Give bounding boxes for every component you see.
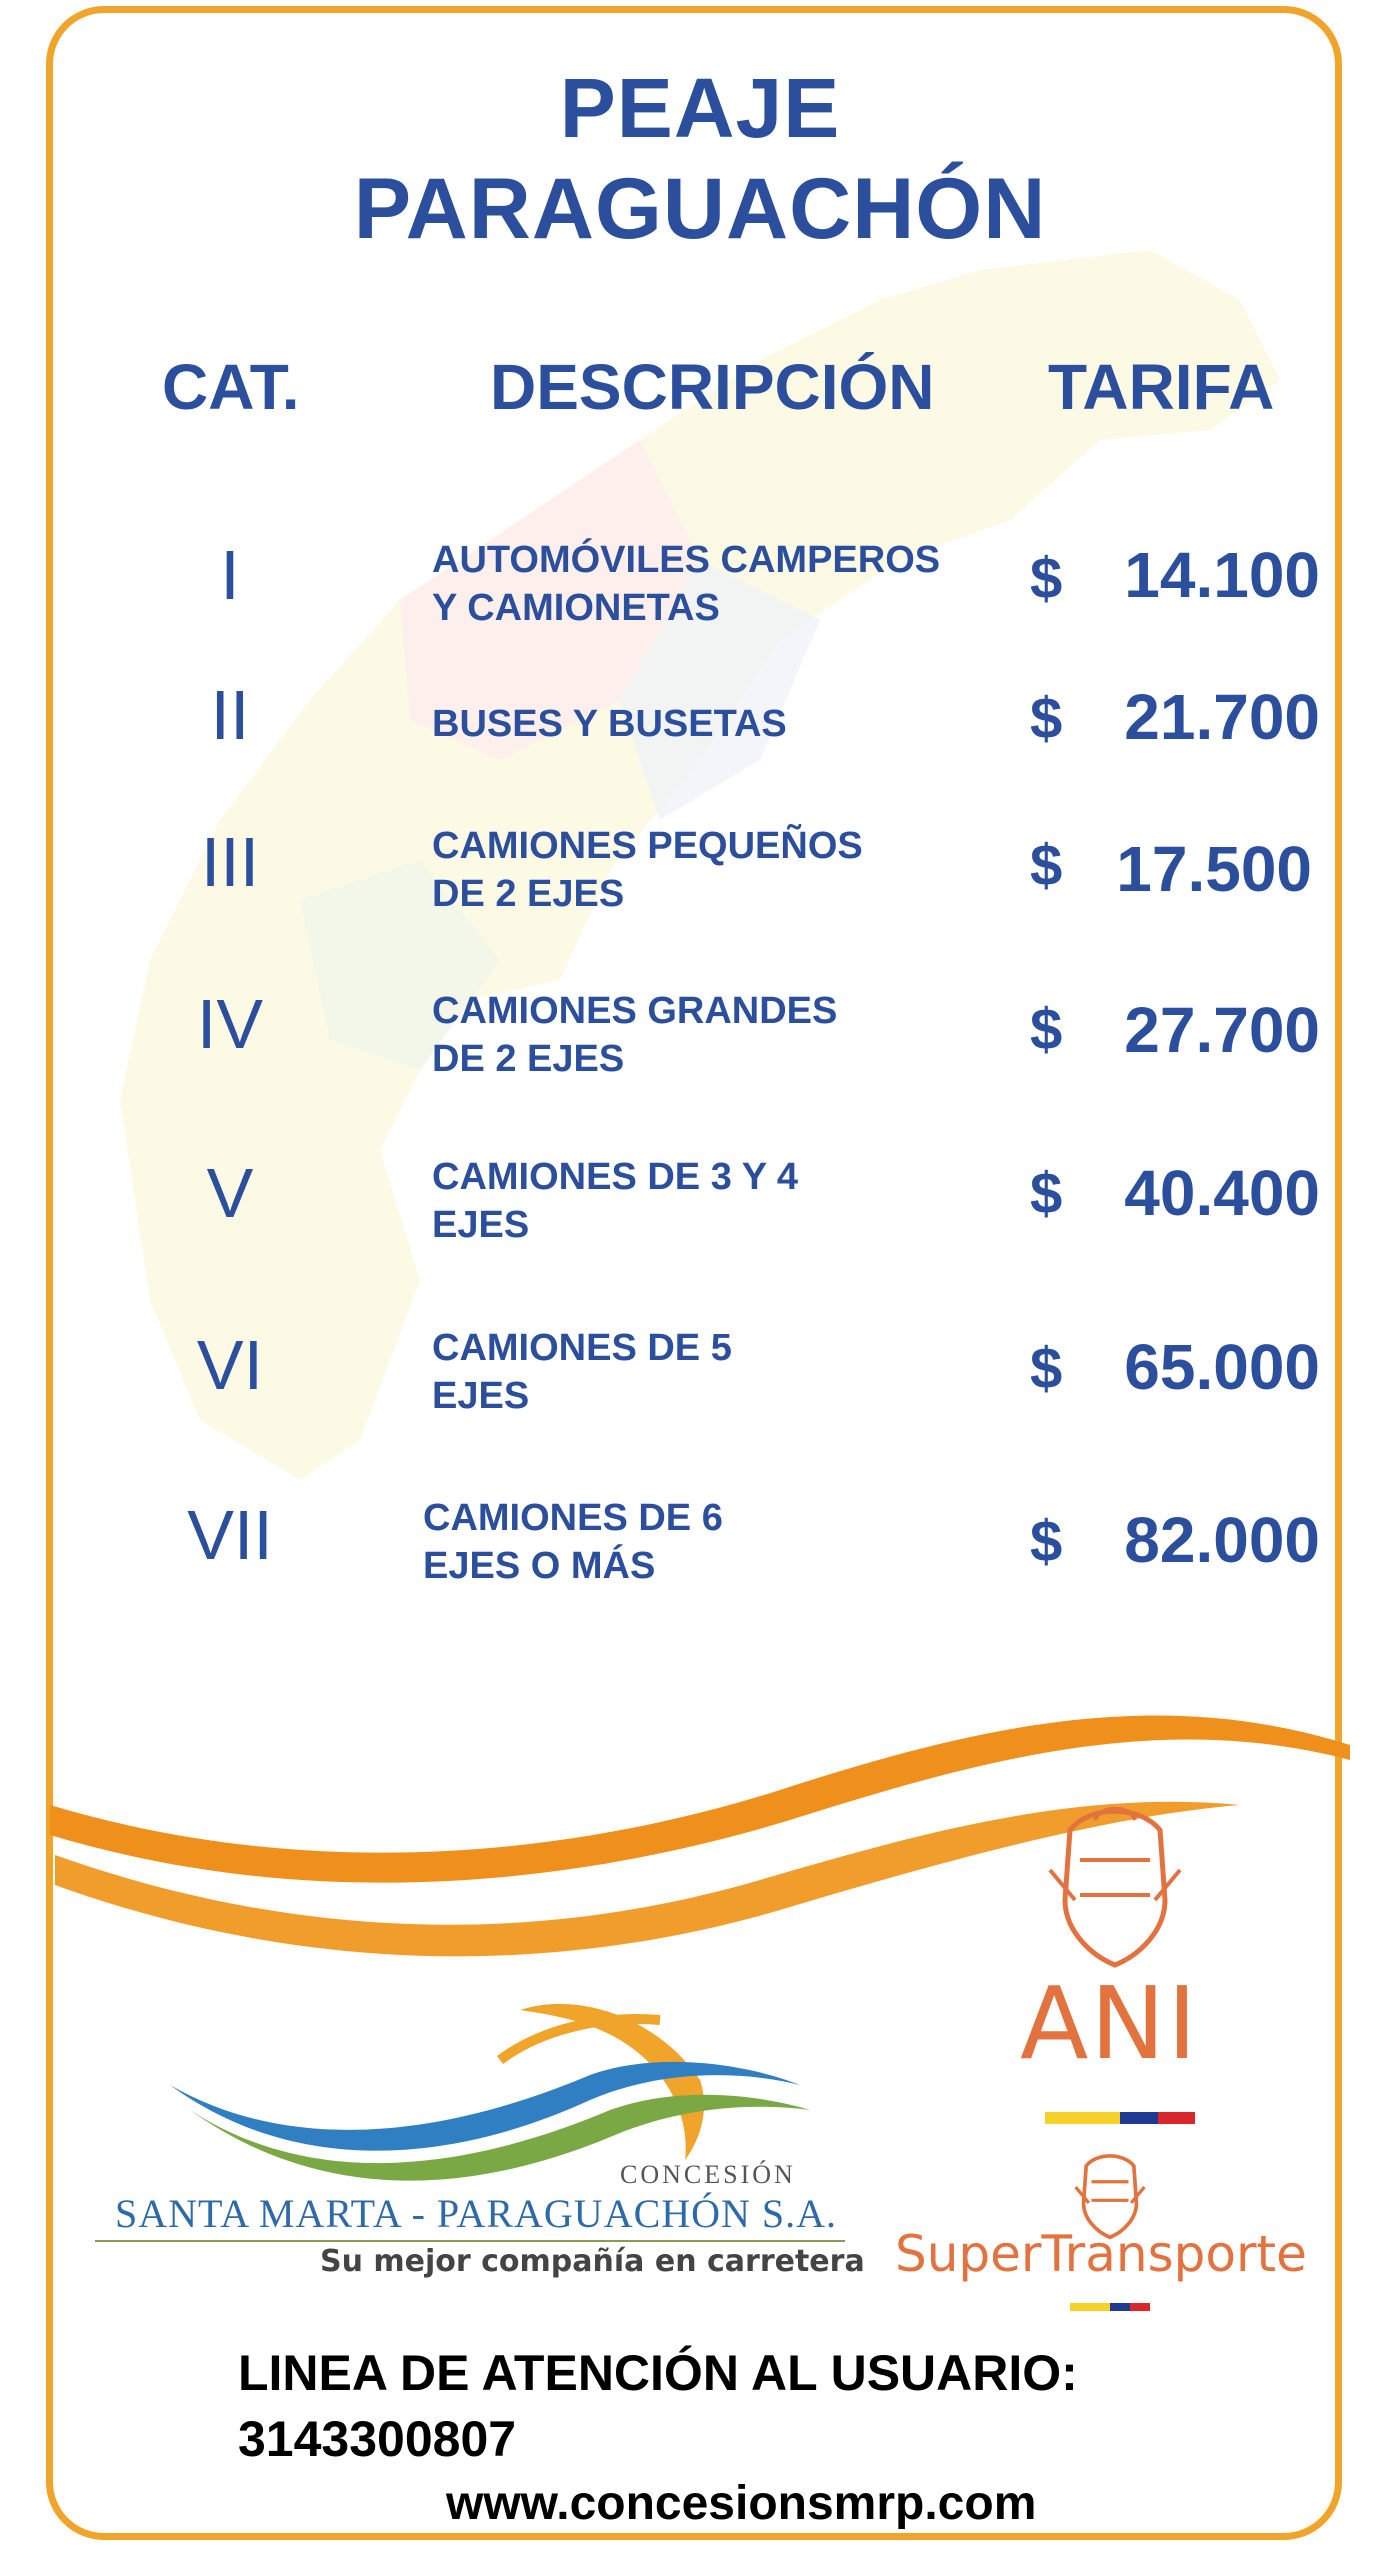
- website-link[interactable]: www.concesionsmrp.com: [446, 2477, 1037, 2530]
- support-phone[interactable]: 3143300807: [238, 2411, 517, 2467]
- row-price: 40.400: [1124, 1157, 1320, 1229]
- dollar-sign: $: [1030, 833, 1063, 898]
- flag-stripe: [1070, 2303, 1150, 2315]
- row-price: 21.700: [1124, 681, 1320, 753]
- row-cat: VII: [187, 1496, 273, 1574]
- concession-tagline: Su mejor compañía en carretera: [320, 2244, 865, 2279]
- concession-small-label: CONCESIÓN: [620, 2160, 796, 2189]
- divider: [95, 2240, 845, 2242]
- row-cat: V: [206, 1154, 254, 1232]
- row-desc: CAMIONES DE 6 EJES O MÁS: [423, 1497, 723, 1587]
- dollar-sign: $: [1030, 997, 1063, 1062]
- dollar-sign: $: [1030, 1161, 1063, 1226]
- header-description: DESCRIPCIÓN: [490, 351, 935, 423]
- row-desc: CAMIONES GRANDES DE 2 EJES: [432, 990, 838, 1080]
- row-cat: II: [210, 676, 250, 754]
- row-desc: BUSES Y BUSETAS: [432, 703, 787, 745]
- row-desc: AUTOMÓVILES CAMPEROS Y CAMIONETAS: [432, 539, 941, 629]
- dollar-sign: $: [1030, 686, 1063, 751]
- row-desc: CAMIONES PEQUEÑOS DE 2 EJES: [432, 825, 863, 915]
- flag-stripe: [1045, 2112, 1195, 2124]
- row-cat: I: [220, 536, 240, 614]
- support-line-label: LINEA DE ATENCIÓN AL USUARIO:: [238, 2345, 1078, 2401]
- ani-logo-text: ANI: [1020, 1965, 1199, 2082]
- row-price: 17.500: [1116, 833, 1312, 905]
- header-cat: CAT.: [162, 351, 300, 423]
- row-desc: CAMIONES DE 3 Y 4 EJES: [432, 1156, 799, 1246]
- title-paraguachon: PARAGUACHÓN: [353, 161, 1047, 257]
- row-cat: IV: [196, 985, 264, 1063]
- row-price: 65.000: [1124, 1331, 1320, 1403]
- supertransporte-logo-text: SuperTransporte: [895, 2225, 1307, 2283]
- title-peaje: PEAJE: [559, 61, 841, 155]
- row-cat: III: [200, 823, 260, 901]
- row-price: 14.100: [1124, 539, 1320, 611]
- row-price: 27.700: [1124, 994, 1320, 1066]
- row-cat: VI: [196, 1326, 264, 1404]
- header-tarifa: TARIFA: [1048, 351, 1275, 423]
- orange-waves: [0, 1650, 1400, 1970]
- row-price: 82.000: [1124, 1504, 1320, 1576]
- row-desc: CAMIONES DE 5 EJES: [432, 1327, 732, 1417]
- dollar-sign: $: [1030, 1509, 1063, 1574]
- dollar-sign: $: [1030, 1336, 1063, 1401]
- concession-name: SANTA MARTA - PARAGUACHÓN S.A.: [115, 2191, 838, 2236]
- dollar-sign: $: [1030, 546, 1063, 611]
- coat-of-arms-icon: [1040, 1800, 1190, 1970]
